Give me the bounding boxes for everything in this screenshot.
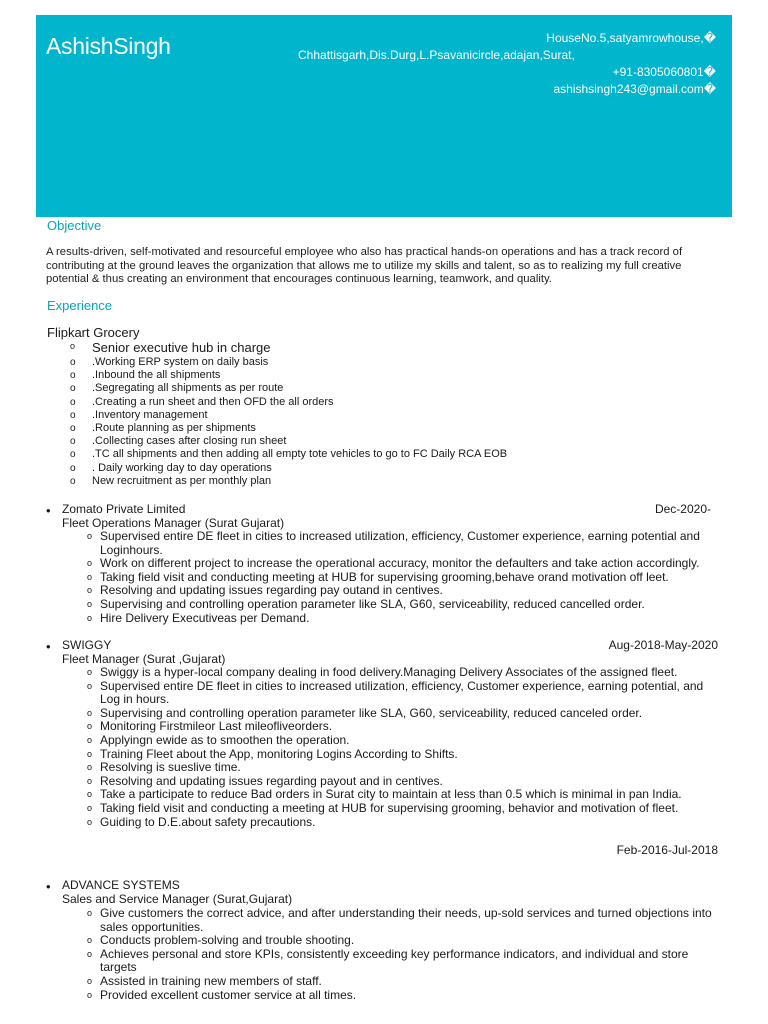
- list-item: o .Inbound the all shipments: [70, 369, 221, 382]
- swiggy-role: Fleet Manager (Surat ,Gujarat): [62, 652, 226, 666]
- zomato-company: Zomato Private Limited: [62, 502, 186, 516]
- list-item: o .Route planning as per shipments: [70, 422, 256, 435]
- objective-text: A results-driven, self-motivated and resourceful employee who also has practical hands-on operations and has a track record of contributing at the ground leaves the organization that allows me to utilize my skills and talent, so as to realizing my full creative potential & thus creating an environment that encourages continuous learning, teamwork, and quality.: [46, 246, 683, 285]
- list-item: o Achieves personal and store KPIs, consistently exceeding key performance indicators, and individual and store targets: [87, 946, 689, 975]
- list-item: o Hire Delivery Executiveas per Demand.: [87, 610, 310, 625]
- phone-number: +91-8305060801�: [612, 65, 716, 79]
- address-line-1: HouseNo.5,satyamrowhouse,�: [546, 31, 716, 45]
- swiggy-date: Aug-2018-May-2020: [608, 638, 718, 652]
- job-bullet: •: [46, 639, 51, 654]
- list-item: o New recruitment as per monthly plan: [70, 474, 272, 487]
- contact-block: [296, 30, 716, 98]
- list-item: o Supervised entire DE fleet in cities to increased utilization, efficiency, Customer experience, earning potential and Loginhours.: [87, 529, 700, 557]
- job-bullet: •: [46, 879, 51, 894]
- list-item: o Assisted in training new members of staff.: [87, 973, 322, 988]
- list-item: o Guiding to D.E.about safety precautions.: [87, 814, 316, 829]
- list-item: o Supervising and controlling operation parameter like SLA, G60, serviceability, reduced cancelled order.: [87, 596, 645, 611]
- list-item: o .Creating a run sheet and then OFD the all orders: [70, 395, 334, 408]
- list-item: o .Working ERP system on daily basis: [70, 356, 269, 368]
- list-item: o Taking field visit and conducting a meeting at HUB for supervising grooming, behavior and motivation of fleet.: [87, 800, 679, 815]
- list-item: o Applyingn ewide as to smoothen the operation.: [87, 732, 350, 747]
- list-item: o .Collecting cases after closing run sheet: [70, 435, 287, 448]
- advance-duties-list: [87, 906, 720, 1002]
- list-item: o Conducts problem-solving and trouble shooting.: [87, 933, 355, 948]
- list-item: o Resolving and updating issues regarding payout and in centives.: [87, 773, 443, 788]
- list-item: o Swiggy is a hyper-local company dealing in food delivery.Managing Delivery Associates of the assigned fleet.: [87, 665, 678, 679]
- flipkart-duties-list: [70, 356, 508, 488]
- list-item: o Work on different project to increase the operational accuracy, monitor the defaulters and take action accordingly.: [87, 556, 700, 571]
- experience-heading: Experience: [47, 298, 113, 313]
- list-item: o .Segregating all shipments as per route: [70, 382, 284, 395]
- advance-date: Feb-2016-Jul-2018: [616, 843, 718, 857]
- zomato-duties-list: [87, 529, 720, 625]
- list-item: o .Inventory management: [70, 408, 208, 421]
- list-item: o Resolving is sueslive time.: [87, 760, 241, 775]
- flipkart-company: Flipkart Grocery: [47, 325, 140, 340]
- list-item: o Provided excellent customer service at all times.: [87, 987, 357, 1002]
- list-item: o . Daily working day to day operations: [70, 461, 272, 474]
- list-item: o Training Fleet about the App, monitoring Logins According to Shifts.: [87, 746, 458, 761]
- email-address: ashishsingh243@gmail.com�: [553, 82, 716, 96]
- list-item: o Monitoring Firstmileor Last mileofliveorders.: [87, 719, 333, 734]
- list-item: o Supervised entire DE fleet in cities to increased utilization, efficiency, Customer experience, earning potential, and Log in hours.: [87, 678, 704, 707]
- job-bullet: •: [46, 503, 51, 518]
- zomato-role: Fleet Operations Manager (Surat Gujarat): [62, 516, 285, 530]
- swiggy-company: SWIGGY: [62, 638, 112, 652]
- list-item: o Taking field visit and conducting meeting at HUB for supervising grooming,behave orand motivation off leet.: [87, 569, 669, 584]
- zomato-date: Dec-2020-: [654, 502, 711, 516]
- candidate-name: AshishSingh: [46, 33, 171, 59]
- address-line-2: Chhattisgarh,Dis.Durg,L.Psavanicircle,adajan,Surat,: [298, 48, 575, 62]
- list-item: o .TC all shipments and then adding all empty tote vehicles to go to FC Daily RCA EOB: [70, 448, 508, 461]
- objective-heading: Objective: [47, 218, 102, 233]
- advance-role: Sales and Service Manager (Surat,Gujarat): [62, 892, 293, 906]
- list-item: o Take a participate to reduce Bad orders in Surat city to maintain at less than 0.5 which is minimal in pan India.: [87, 787, 682, 802]
- list-item: o Give customers the correct advice, and after understanding their needs, up-sold services and turned objections into sales opportunities.: [87, 906, 712, 934]
- list-item: o Supervising and controlling operation parameter like SLA, G60, serviceability, reduced canceled order.: [87, 705, 643, 720]
- advance-company: ADVANCE SYSTEMS: [62, 878, 180, 892]
- flipkart-role-bullet: o: [70, 341, 76, 351]
- header-banner: [36, 15, 732, 217]
- list-item: o Resolving and updating issues regarding pay outand in centives.: [87, 583, 443, 598]
- flipkart-role: Senior executive hub in charge: [92, 340, 271, 355]
- swiggy-duties-list: [87, 665, 720, 829]
